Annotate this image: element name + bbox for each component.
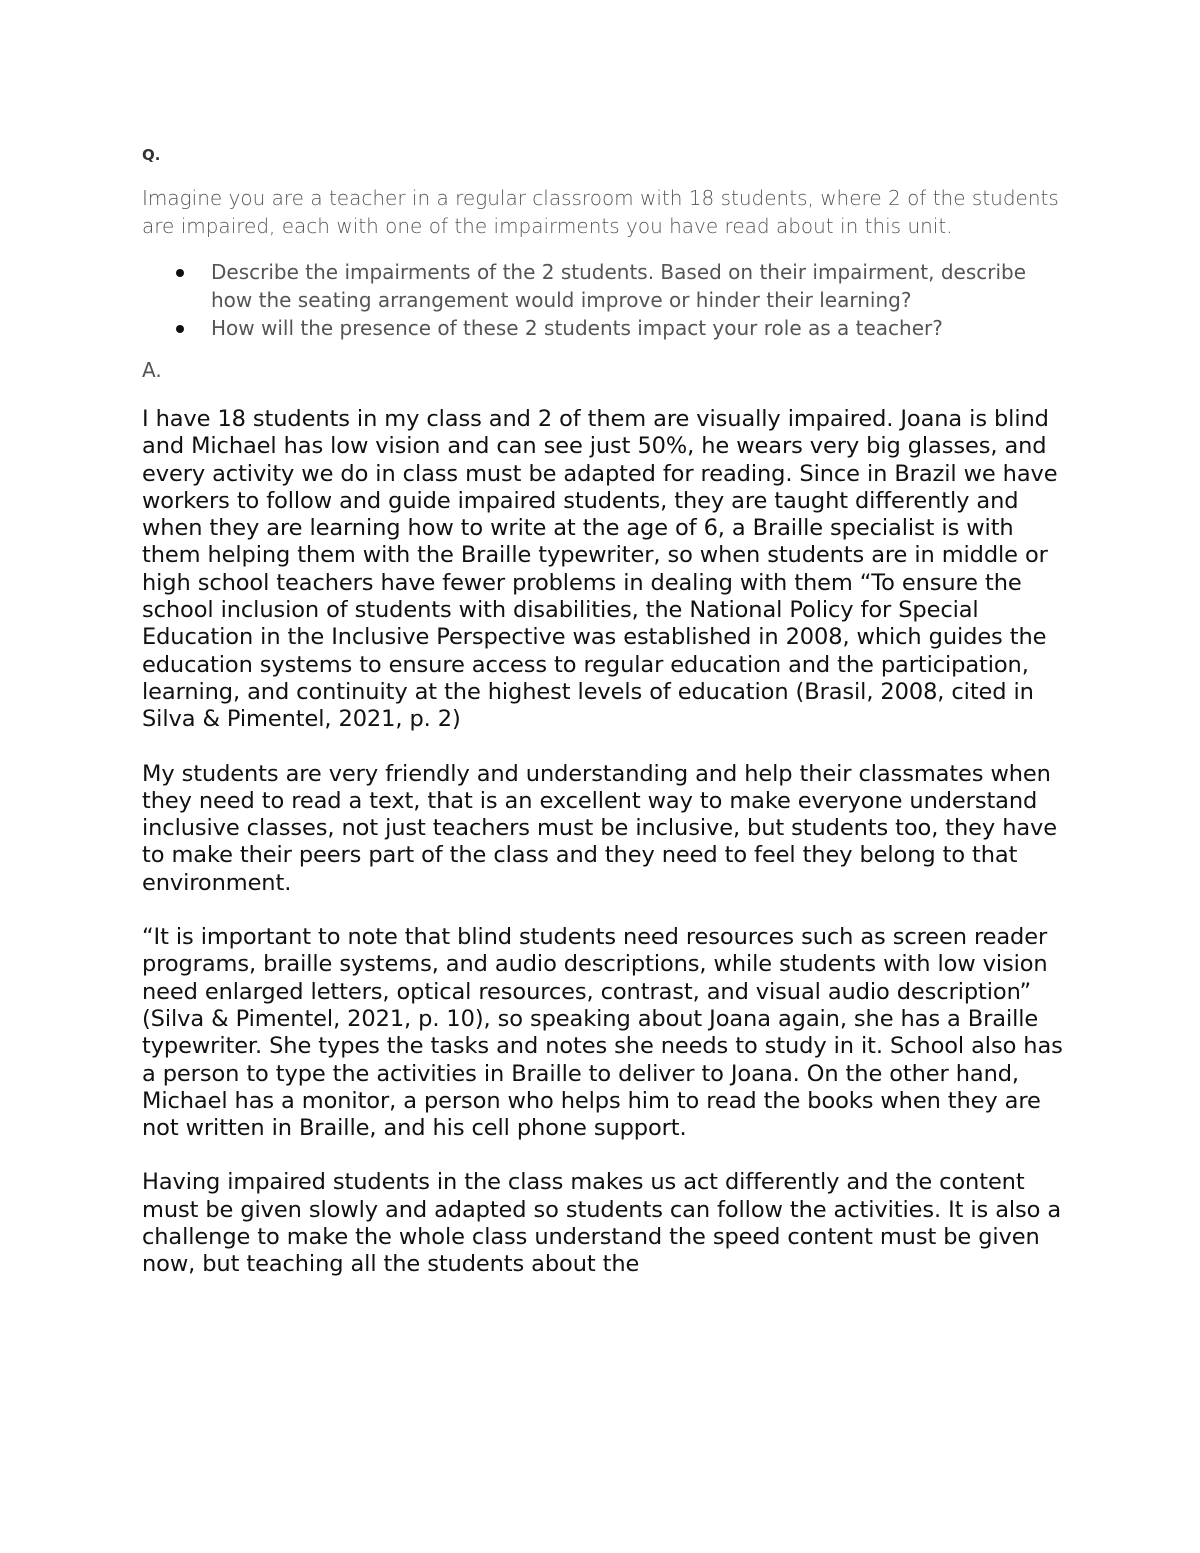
question-bullet-item (142, 314, 1072, 342)
question-label: Q. (142, 146, 161, 164)
answer-label: A. (142, 358, 162, 382)
question-bullet-list (142, 258, 1072, 342)
question-prompt: Imagine you are a teacher in a regular classroom with 18 students, where 2 of the students are impaired, each with one of the impairments you have read about in this unit. (142, 186, 1059, 238)
bullet-icon (176, 269, 184, 277)
answer-paragraph: I have 18 students in my class and 2 of them are visually impaired. Joana is blind and Michael has low vision and can see just 50%, he wears very big glasses, and every activity we do in class must be adapted for reading. Since in Brazil we have workers to follow and guide impaired students, they are taught differently and when they are learning how to write at the age of 6, a Braille specialist is with them helping them with the Braille typewriter, so when students are in middle or high school teachers have fewer problems in dealing with them “To ensure the school inclusion of students with disabilities, the National Policy for Special Education in the Inclusive Perspective was established in 2008, which guides the education systems to ensure access to regular education and the participation, learning, and continuity at the highest levels of education (Brasil, 2008, cited in Silva & Pimentel, 2021, p. 2) (142, 406, 1058, 733)
bullet-icon (176, 325, 184, 333)
question-bullet-item (142, 258, 1072, 314)
answer-paragraph: “It is important to note that blind students need resources such as screen reader programs, braille systems, and audio descriptions, while students with low vision need enlarged letters, optical resources, contrast, and visual audio description” (Silva & Pimentel, 2021, p. 10), so speaking about Joana again, she has a Braille typewriter. She types the tasks and notes she needs to study in it. School also has a person to type the activities in Braille to deliver to Joana. On the other hand, Michael has a monitor, a person who helps him to read the books when they are not written in Braille, and his cell phone support. (142, 924, 1063, 1142)
question-bullet-text: Describe the impairments of the 2 students. Based on their impairment, describe how the seating arrangement would improve or hinder their learning? (211, 260, 1027, 312)
answer-paragraph: My students are very friendly and understanding and help their classmates when they need to read a text, that is an excellent way to make everyone understand inclusive classes, not just teachers must be inclusive, but students too, they have to make their peers part of the class and they need to feel they belong to that environment. (142, 760, 1058, 896)
question-bullet-text: How will the presence of these 2 students impact your role as a teacher? (211, 316, 943, 340)
answer-body (142, 406, 1072, 1279)
answer-paragraph: Having impaired students in the class makes us act differently and the content must be given slowly and adapted so students can follow the activities. It is also a challenge to make the whole class understand the speed content must be given now, but teaching all the students about the (142, 1169, 1062, 1278)
document-page (142, 140, 1072, 1306)
